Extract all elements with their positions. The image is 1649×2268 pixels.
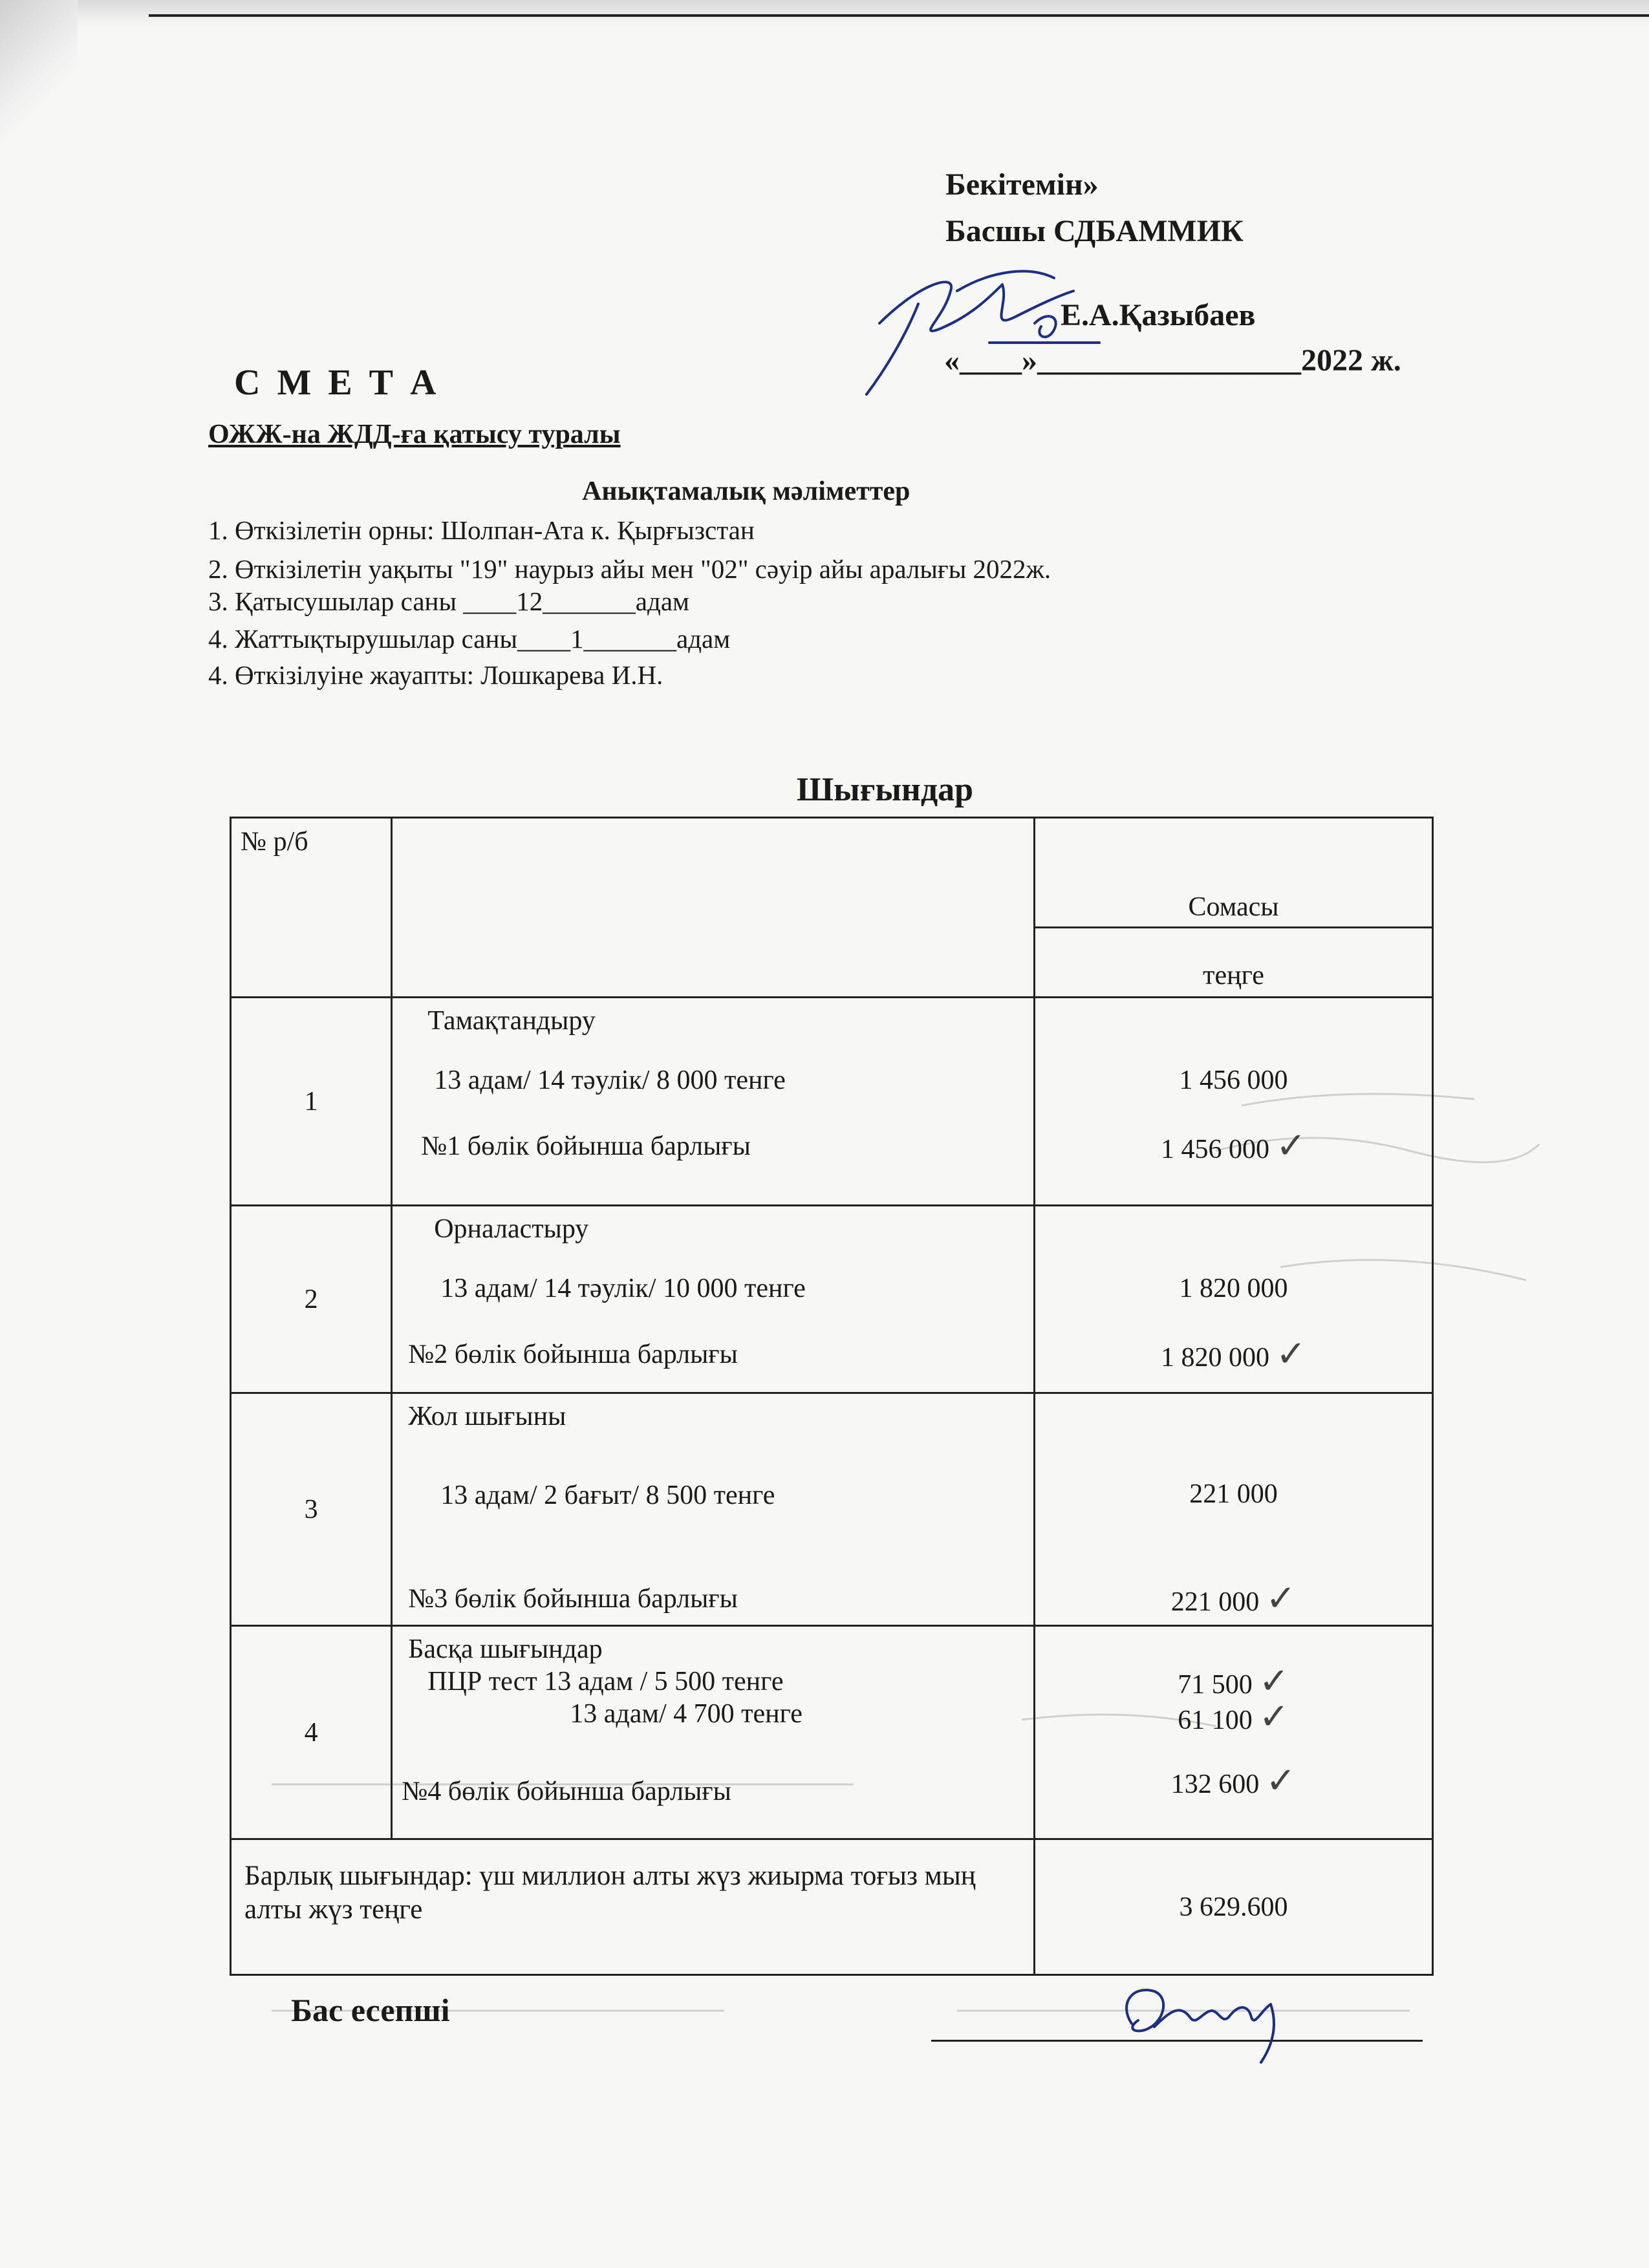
row-sum-cell: [1035, 1393, 1433, 1626]
table-row: [231, 1393, 1433, 1626]
director-signature: [841, 246, 1112, 401]
row-subtotal: 1 820 000: [1161, 1343, 1270, 1373]
checkmark-icon: ✓: [1266, 1760, 1297, 1802]
approval-signer: Е.А.Қазыбаев: [1061, 298, 1256, 332]
row-detail: 13 адам/ 14 тәулік/ 10 000 тенге: [440, 1274, 806, 1303]
row-desc-cell: [392, 1206, 1035, 1393]
total-label-cell: [231, 1839, 1035, 1975]
approval-line-2: Басшы СДБАММИК: [945, 214, 1244, 248]
info-line-dates: 2. Өткізілетін уақыты "19" наурыз айы мен "02" сәуір айы аралығы 2022ж.: [208, 554, 1051, 584]
header-sum-label: Сомасы: [1188, 892, 1279, 922]
header-unit-cell: [1035, 928, 1433, 998]
table-header-row: [231, 818, 1433, 928]
row-num-cell: [231, 1393, 392, 1626]
row-subtotal: 132 600: [1170, 1770, 1260, 1799]
row-num: 2: [304, 1284, 318, 1314]
checkmark-icon: ✓: [1258, 1696, 1289, 1738]
accountant-signature: [1093, 1965, 1313, 2069]
total-row: [231, 1839, 1433, 1975]
info-line-place: 1. Өткізілетін орны: Шолпан-Ата к. Қырғызстан: [208, 515, 755, 545]
row-num: 1: [304, 1086, 318, 1117]
header-sum-cell: [1035, 818, 1433, 928]
row-category: Орналастыру: [434, 1214, 589, 1244]
row-sum-cell: [1035, 1206, 1433, 1393]
header-desc-cell: [392, 818, 1035, 998]
row-amount: 1 820 000: [1179, 1274, 1288, 1303]
info-line-trainers: 4. Жаттықтырушылар саны____1_______адам: [208, 624, 731, 654]
row-desc-cell: [392, 1393, 1035, 1626]
chief-accountant-label: Бас есепші: [291, 1992, 450, 2028]
row-amount: 221 000: [1189, 1479, 1278, 1509]
table-row: [231, 1626, 1433, 1839]
total-label: Барлық шығындар: үш миллион алты жүз жиырма тоғыз мың алты жүз теңге: [244, 1861, 976, 1925]
table-row: [231, 1206, 1433, 1393]
checkmark-icon: ✓: [1258, 1660, 1289, 1702]
row-sum-cell: [1035, 998, 1433, 1206]
row-num-cell: [231, 998, 392, 1206]
row-detail: 13 адам/ 4 700 тенге: [570, 1699, 803, 1729]
scan-edge-corner: [0, 0, 78, 168]
expenses-table: [230, 817, 1434, 1976]
approval-date-line: «____»_________________2022 ж.: [944, 343, 1401, 378]
row-desc-cell: [392, 998, 1035, 1206]
header-unit-label: теңге: [1203, 961, 1264, 990]
row-num-cell: [231, 1626, 392, 1839]
row-amount: 71 500: [1178, 1670, 1253, 1700]
row-num: 4: [304, 1717, 318, 1748]
row-amount: 1 456 000: [1179, 1065, 1288, 1095]
row-num: 3: [304, 1494, 318, 1524]
row-category: Тамақтандыру: [427, 1006, 596, 1036]
scan-edge-top: [0, 0, 1649, 26]
row-amount: 61 100: [1178, 1706, 1253, 1735]
info-line-responsible: 4. Өткізілуіне жауапты: Лошкарева И.Н.: [208, 660, 663, 690]
scan-top-line: [149, 14, 1649, 17]
table-row: [231, 998, 1433, 1206]
header-num-cell: [231, 818, 392, 998]
row-detail: 13 адам/ 14 тәулік/ 8 000 тенге: [434, 1065, 786, 1095]
row-detail: 13 адам/ 2 бағыт/ 8 500 тенге: [440, 1481, 775, 1510]
row-subtotal: 1 456 000: [1161, 1135, 1270, 1164]
row-category: Басқа шығындар: [408, 1634, 603, 1664]
row-desc-cell: [392, 1626, 1035, 1839]
row-sum-cell: [1035, 1626, 1433, 1839]
total-value-cell: [1035, 1839, 1433, 1975]
row-subtotal-label: №1 бөлік бойынша барлығы: [421, 1131, 751, 1161]
row-num-cell: [231, 1206, 392, 1393]
checkmark-icon: ✓: [1276, 1125, 1306, 1167]
row-category: Жол шығыны: [408, 1402, 566, 1431]
approval-line-1: Бекітемін»: [945, 167, 1099, 202]
row-subtotal-label: №3 бөлік бойынша барлығы: [408, 1584, 738, 1614]
doc-title: С М Е Т А: [234, 363, 440, 403]
row-subtotal-label: №4 бөлік бойынша барлығы: [402, 1777, 731, 1806]
info-line-participants: 3. Қатысушылар саны ____12_______адам: [208, 586, 689, 616]
checkmark-icon: ✓: [1266, 1578, 1297, 1620]
total-value: 3 629.600: [1179, 1892, 1288, 1922]
row-detail: ПЦР тест 13 адам / 5 500 тенге: [427, 1667, 784, 1696]
row-subtotal: 221 000: [1170, 1587, 1260, 1617]
header-num-label: № р/б: [241, 827, 308, 857]
doc-subtitle: ОЖЖ-на ЖДД-ға қатысу туралы: [208, 420, 621, 449]
info-heading: Анықтамалық мәліметтер: [582, 476, 911, 506]
expenses-heading: Шығындар: [797, 771, 974, 808]
row-subtotal-label: №2 бөлік бойынша барлығы: [408, 1340, 738, 1369]
checkmark-icon: ✓: [1276, 1333, 1306, 1375]
